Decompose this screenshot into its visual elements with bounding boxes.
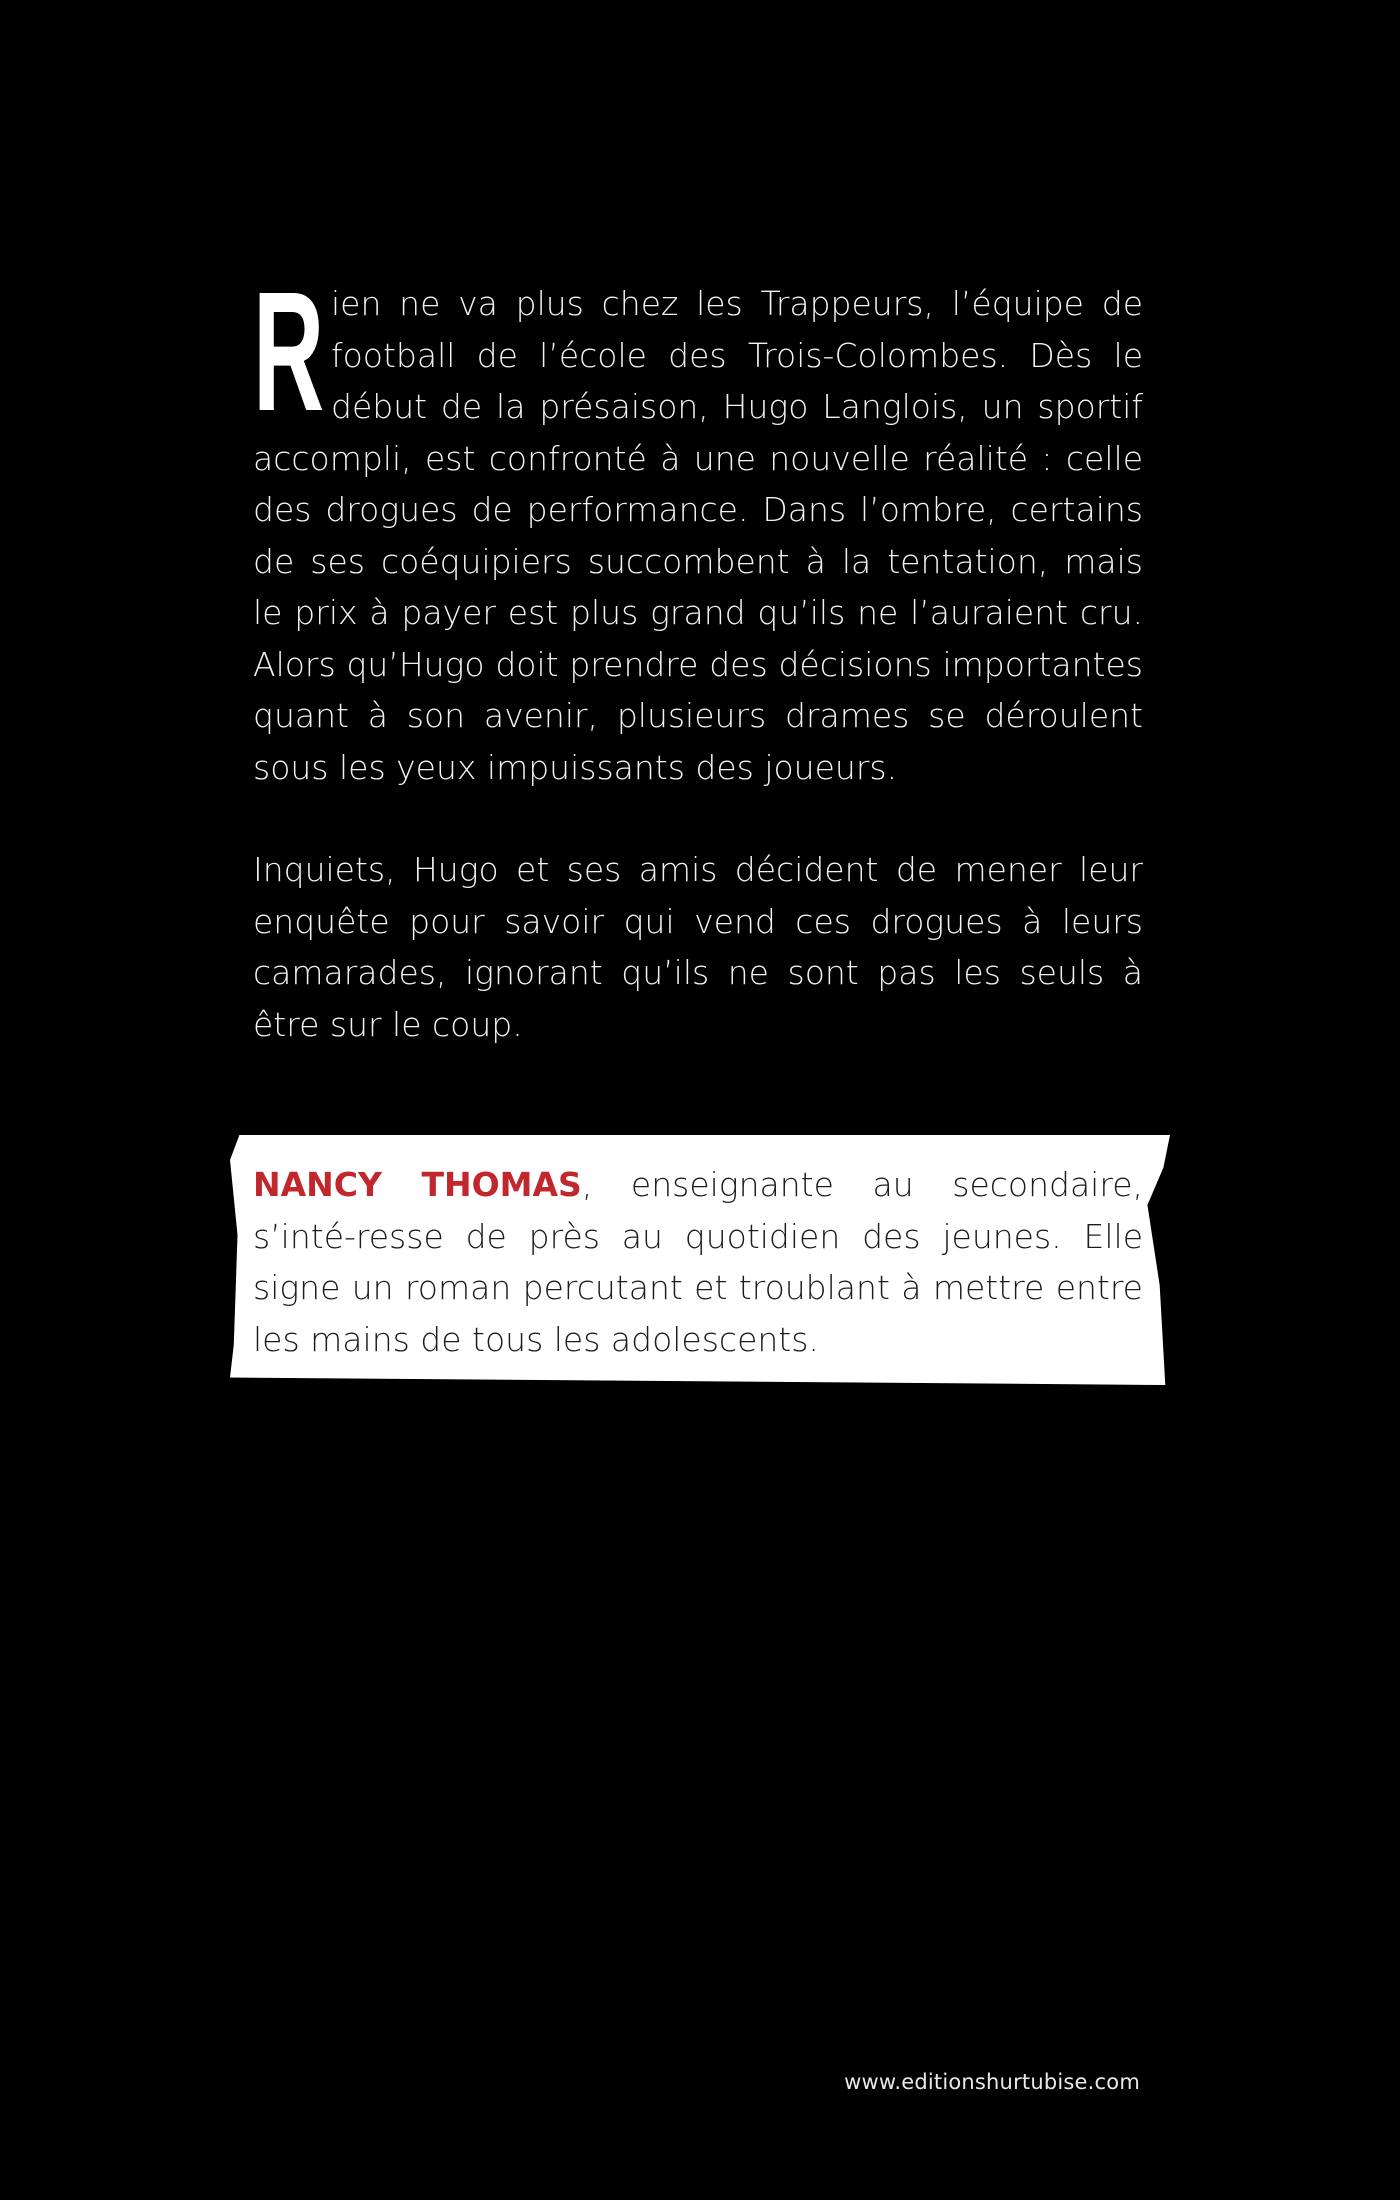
author-name: NANCY THOMAS — [253, 1165, 582, 1204]
blurb-paragraph-1 — [253, 257, 1143, 793]
author-bio-text: , enseignante au secondaire, s’inté-resse de près au quotidien des jeunes. Elle signe un roman percutant et troublant à mettre entre les mains de tous les adolescents. — [253, 1165, 1143, 1359]
book-blurb — [253, 257, 1143, 1050]
publisher-website: www.editionshurtubise.com — [844, 2070, 1140, 2094]
blurb-paragraph-1-text: ien ne va plus chez les Trappeurs, l’équipe de football de l’école des Trois-Colombes. Dès le début de la présaison, Hugo Langlois, un sportif accompli, est confronté à une nouvelle réalité : celle des drogues de performance. Dans l’ombre, certains de ses coéquipiers succombent à la tentation, mais le prix à payer est plus grand qu’ils ne l’auraient cru. Alors qu’Hugo doit prendre des décisions importantes quant à son avenir, plusieurs drames se déroulent sous les yeux impuissants des joueurs. — [253, 284, 1143, 787]
drop-cap: R — [253, 257, 324, 447]
author-bio — [253, 1159, 1143, 1365]
blurb-paragraph-2: Inquiets, Hugo et ses amis décident de mener leur enquête pour savoir qui vend ces drogues à leurs camarades, ignorant qu’ils ne sont pas les seuls à être sur le coup. — [253, 850, 1143, 1044]
